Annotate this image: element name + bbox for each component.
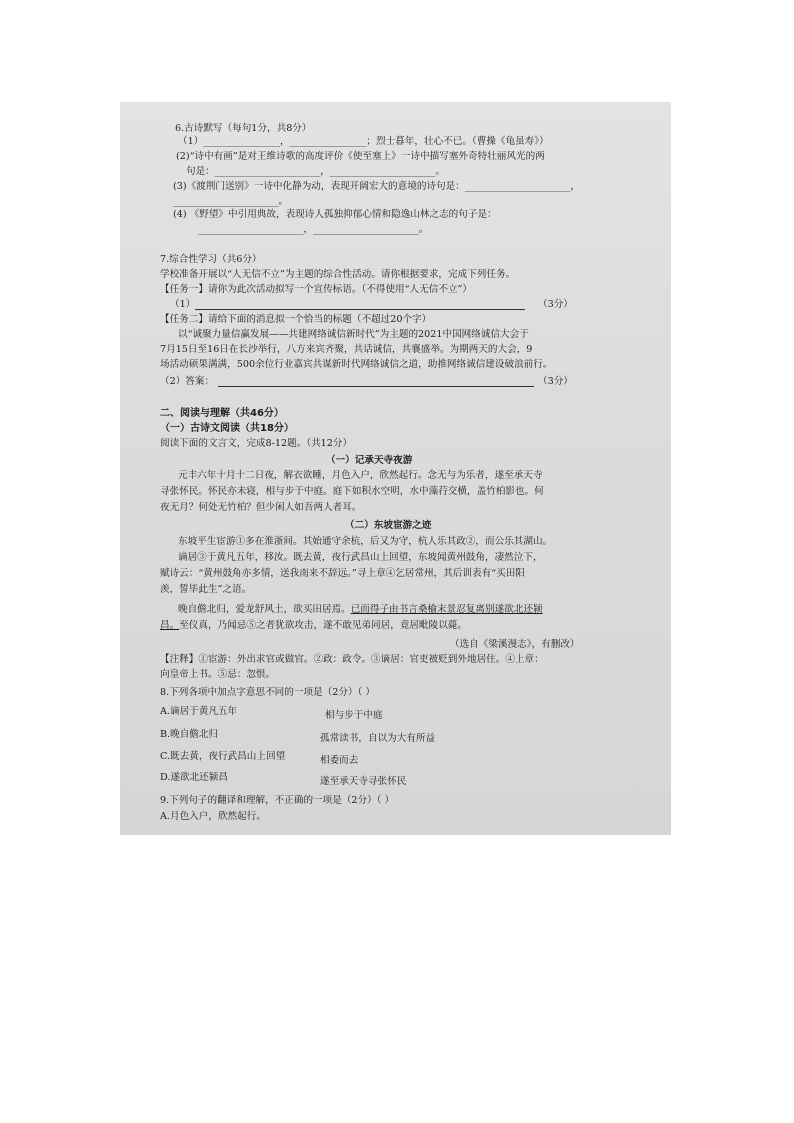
q7-answer2-line[interactable]: [218, 386, 534, 387]
q6-line-1: （1）________________，________________；烈士暮年，壮心不已。（曹操《龟虽寿》）: [178, 136, 549, 147]
q7-news-1: 以“诚聚力量信赢发展——共建网络诚信新时代”为主题的2021中国网络诚信大会于: [178, 329, 529, 340]
passage-a-line-2: 寻张怀民。怀民亦未寝，相与步于中庭。庭下如积水空明，水中藻荇交横，盖竹柏影也。何: [160, 486, 544, 497]
q8-option-a-right: 相与步于中庭: [325, 710, 383, 721]
q8-option-d-right: 遂至承天寺寻张怀民: [320, 776, 407, 787]
passage-a-line-3: 夜无月？何处无竹柏？但少闲人如吾两人者耳。: [160, 502, 362, 513]
passage-b-line-1: 东坡平生宦游①多在淮浙间。其始通守余杭，后又为守，杭人乐其政②，而公乐其湖山。: [178, 536, 553, 547]
passage-b-line-2: 谪居③于黄凡五年，移汝。既去黄，夜行武昌山上回望，东坡闻黄州鼓角，凄然泣下，: [178, 552, 543, 563]
q9-option-a[interactable]: A.月色入户，欣然起行。: [160, 811, 266, 822]
q8-option-b-left[interactable]: B.晚自儋北归: [160, 729, 219, 740]
q8-option-b-right: 孤常读书，自以为大有所益: [320, 733, 436, 744]
passage-a-line-1: 元丰六年十月十二日夜，解衣欲睡，月色入户，欣然起行。念无与为乐者，遂至承天寺: [178, 470, 543, 481]
q6-line-3: 句是：______________________，______________________。: [186, 166, 446, 177]
q7-news-2: 7月15日至16日在长沙举行，八方来宾齐聚，共话诚信，共襄盛举。为期两天的大会，9: [160, 344, 533, 355]
q7-answer1-label: （1）: [170, 299, 196, 310]
q6-line-7: ______________________，______________________。: [198, 224, 429, 235]
q8-option-c-right: 相委而去: [320, 755, 359, 766]
reading-intro: 阅读下面的文言文，完成8-12题。（共12分）: [160, 438, 353, 449]
q7-answer1-score: （3分）: [538, 299, 573, 310]
passage-b-underlined-2: 昌。: [160, 620, 180, 631]
section2-title: 二、阅读与理解（共46分）: [160, 408, 284, 419]
notes-line-2: 向皇帝上书。⑤忌：忽恨。: [160, 669, 276, 680]
passage-b-line-5-plain: 晚自儋北归，爱龙舒风土，欲买田居焉。: [178, 604, 351, 615]
q7-task2: 【任务二】请给下面的消息拟一个恰当的标题（不超过20个字）: [160, 314, 432, 325]
q7-line-1: 学校准备开展以“人无信不立”为主题的综合性活动。请你根据要求，完成下列任务。: [160, 269, 516, 280]
passage-a-title: （一）记承天寺夜游: [326, 455, 413, 466]
q6-title: 6.古诗默写（每句1分，共8分）: [175, 123, 312, 134]
passage-b-line-6: [160, 619, 467, 632]
passage-b-underlined-1: 已而得子由书言桑榆末景忍复离别遂欲北还颍: [350, 604, 543, 615]
q8-option-a-left[interactable]: A.谪居于黄凡五年: [160, 706, 238, 717]
passage-b-line-3: 赋诗云：“黄州鼓角亦多情，送我南来不辞远。”寻上章④乞居常州，其后训表有“买田阳: [160, 568, 525, 579]
q8-stem: 8.下列各项中加点字意思不同的一项是（2分）（ ）: [160, 687, 375, 698]
passage-b-line-6-plain: 至仪真，乃闻忌⑤之者犹欲攻击，遂不敢见弟同居，竟居毗陵以薨。: [179, 620, 467, 631]
q7-title: 7.综合性学习（共6分）: [160, 254, 262, 265]
q7-task1: 【任务一】请你为此次活动拟写一个宣传标语。（不得使用“人无信不立”）: [160, 284, 473, 295]
passage-b-line-4: 羡，誓毕此生”之语。: [160, 584, 252, 595]
q7-answer2-label: （2）答案：: [160, 376, 215, 387]
q9-stem: 9.下列句子的翻译和理解，不正确的一项是（2分）（ ）: [160, 795, 395, 806]
q7-answer1-line[interactable]: [195, 309, 525, 310]
q6-line-6: (4) 《野望》中引用典故，表现诗人孤独抑郁心情和隐逸山林之志的句子是：: [173, 209, 497, 220]
q6-line-4: (3)《渡荆门送别》一诗中化静为动，表现开阔宏大的意境的诗句是：______________________，: [173, 181, 580, 192]
section2-subtitle: （一）古诗文阅读（共18分）: [160, 423, 294, 434]
q7-news-3: 场活动硕果满满，500余位行业嘉宾共谋新时代网络诚信之道，助推网络诚信建设破浪前行。: [160, 359, 553, 370]
passage-b-title: （二）东坡宦游之迹: [345, 520, 432, 531]
q6-line-5: ______________________。: [173, 196, 289, 207]
passage-b-line-5: [178, 603, 543, 616]
q8-option-c-left[interactable]: C.既去黄，夜行武昌山上回望: [160, 751, 286, 762]
passage-source: （选自《梁溪漫志》，有删改）: [450, 639, 580, 650]
notes-line-1: 【注释】①宦游：外出求官或做官。②政：政令。③谪居：官吏被贬到外地居住。④上章：: [160, 654, 544, 665]
scanned-exam-page: [120, 102, 671, 835]
q7-answer2-score: （3分）: [538, 376, 573, 387]
q6-line-2: (2)“诗中有画”是对王维诗歌的高度评价《使至塞上》一诗中描写塞外奇特壮丽风光的两: [176, 151, 545, 162]
q8-option-d-left[interactable]: D.遂欲北还颍昌: [160, 772, 228, 783]
